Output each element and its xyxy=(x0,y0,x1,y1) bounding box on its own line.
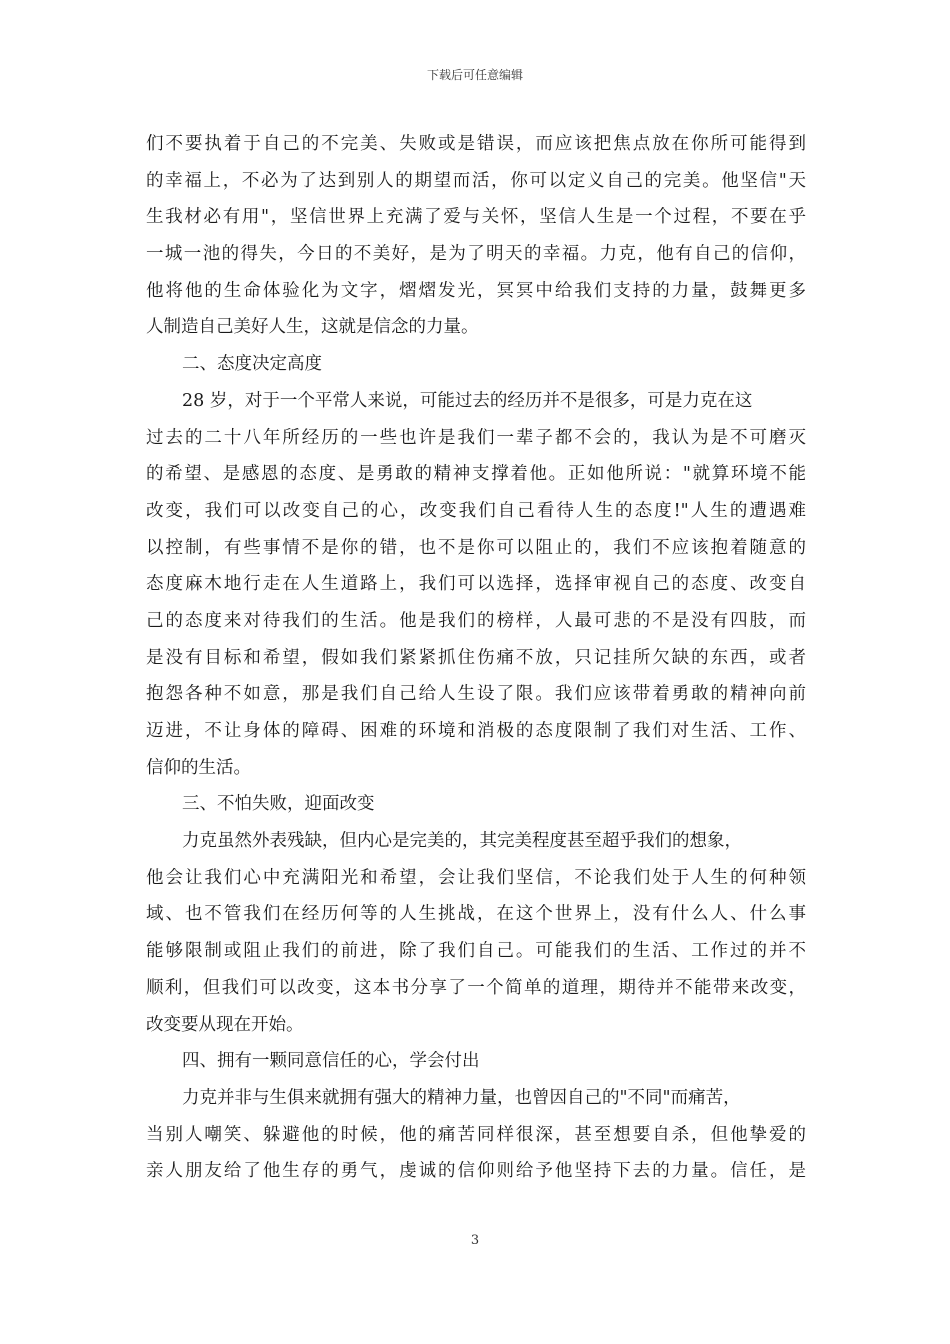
text-line: 是没有目标和希望，假如我们紧紧抓住伤痛不放，只记挂所欠缺的东西，或者 xyxy=(146,647,806,668)
text-line: 亲人朋友给了他生存的勇气，虔诚的信仰则给予他坚持下去的力量。信任，是 xyxy=(146,1161,806,1182)
text-line: 顺利，但我们可以改变，这本书分享了一个简单的道理，期待并不能带来改变， xyxy=(146,977,806,998)
text-line: 生我材必有用"，坚信世界上充满了爱与关怀，坚信人生是一个过程，不要在乎 xyxy=(146,207,806,228)
text-line: 人制造自己美好人生，这就是信念的力量。 xyxy=(146,317,479,338)
text-line: 28 岁，对于一个平常人来说，可能过去的经历并不是很多，可是力克在这 xyxy=(182,390,753,411)
section-heading: 四、拥有一颗同意信任的心，学会付出 xyxy=(182,1051,480,1072)
section-heading: 二、态度决定高度 xyxy=(182,354,322,375)
text-line: 当别人嘲笑、躲避他的时候，他的痛苦同样很深，甚至想要自杀，但他挚爱的 xyxy=(146,1124,806,1145)
text-line: 迈进，不让身体的障碍、困难的环境和消极的态度限制了我们对生活、工作、 xyxy=(146,721,806,741)
text-line: 信仰的生活。 xyxy=(146,757,251,778)
text-line: 域、也不管我们在经历何等的人生挑战，在这个世界上，没有什么人、什么事 xyxy=(146,904,806,925)
text-line: 力克并非与生俱来就拥有强大的精神力量，也曾因自己的"不同"而痛苦， xyxy=(182,1087,741,1108)
text-line: 改变要从现在开始。 xyxy=(146,1014,304,1035)
text-line: 己的态度来对待我们的生活。他是我们的榜样，人最可悲的不是没有四肢，而 xyxy=(146,610,806,631)
document-body xyxy=(146,126,806,1190)
text-line: 能够限制或阻止我们的前进，除了我们自己。可能我们的生活、工作过的并不 xyxy=(146,941,806,962)
text-line: 的幸福上，不必为了达到别人的期望而活，你可以定义自己的完美。他坚信"天 xyxy=(146,170,806,191)
text-line: 改变，我们可以改变自己的心，改变我们自己看待人生的态度!"人生的遭遇难 xyxy=(146,500,806,521)
text-line: 过去的二十八年所经历的一些也许是我们一辈子都不会的，我认为是不可磨灭 xyxy=(146,427,806,448)
text-line: 态度麻木地行走在人生道路上，我们可以选择，选择审视自己的态度、改变自 xyxy=(146,574,806,595)
text-line: 他将他的生命体验化为文字，熠熠发光，冥冥中给我们支持的力量，鼓舞更多 xyxy=(146,280,806,301)
text-line: 的希望、是感恩的态度、是勇敢的精神支撑着他。正如他所说："就算环境不能 xyxy=(146,464,806,485)
page-header: 下载后可任意编辑 xyxy=(426,68,523,82)
text-line: 以控制，有些事情不是你的错，也不是你可以阻止的，我们不应该抱着随意的 xyxy=(146,537,806,558)
text-line: 他会让我们心中充满阳光和希望，会让我们坚信，不论我们处于人生的何种领 xyxy=(146,867,806,888)
text-line: 力克虽然外表残缺，但内心是完美的，其完美程度甚至超乎我们的想象， xyxy=(182,831,742,852)
text-line: 抱怨各种不如意，那是我们自己给人生设了限。我们应该带着勇敢的精神向前 xyxy=(146,684,806,705)
text-line: 们不要执着于自己的不完美、失败或是错误，而应该把焦点放在你所可能得到 xyxy=(146,134,806,154)
section-heading: 三、不怕失败，迎面改变 xyxy=(182,794,375,815)
text-line: 一城一池的得失，今日的不美好，是为了明天的幸福。力克，他有自己的信仰， xyxy=(146,244,806,265)
page-number: 3 xyxy=(470,1233,480,1248)
